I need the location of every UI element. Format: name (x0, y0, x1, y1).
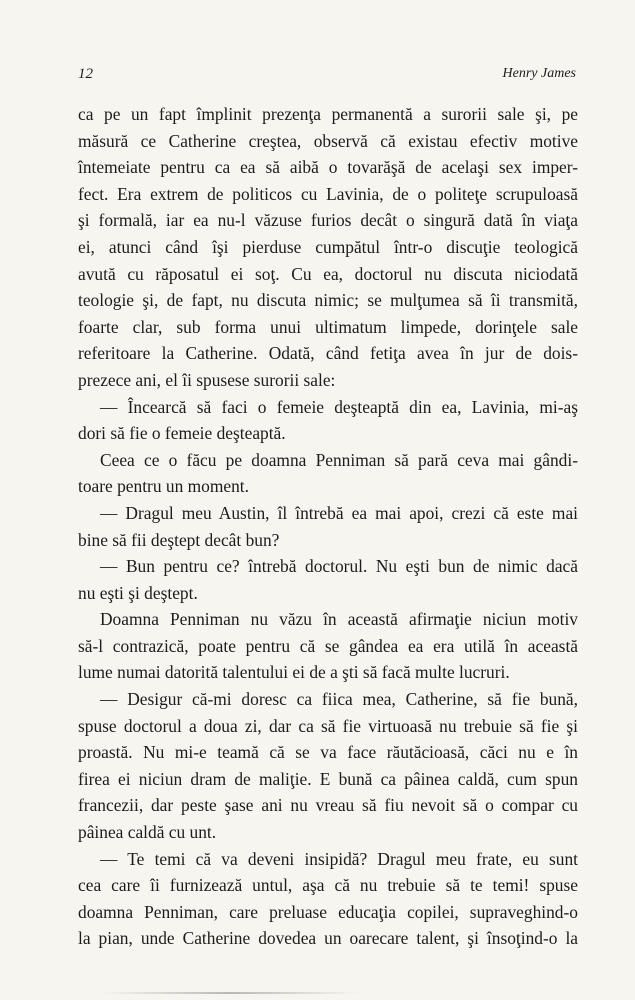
text-line: toare pentru un moment. (78, 476, 249, 497)
text-line: cea care îi furnizează untul, aşa că nu trebuie să te temi! spuse (78, 875, 578, 896)
text-line: francezii, dar peste şase ani nu vreau să fiu nevoit să o compar cu (78, 795, 578, 816)
text-line: la pian, unde Catherine dovedea un oarecare talent, şi însoţind-o la (78, 928, 578, 949)
text-line: fect. Era extrem de politicos cu Lavinia, de o politeţe scrupuloasă (78, 183, 578, 204)
text-line: — Te temi că va deveni insipidă? Dragul meu frate, eu sunt (100, 848, 578, 869)
text-line: prezece ani, el îi spusese surorii sale: (78, 369, 336, 390)
text-line: — Bun pentru ce? întrebă doctorul. Nu eşti bun de nimic dacă (100, 556, 578, 577)
scan-artifact-divider (100, 992, 360, 994)
text-line: doamna Penniman, care preluase educaţia copilei, supraveghind-o (78, 901, 578, 922)
text-line: ca pe un fapt împlinit prezenţa permanentă a surorii sale şi, pe (78, 104, 578, 124)
text-line: întemeiate pentru ca ea să aibă o tovarăşă de acelaşi sex imper- (78, 157, 578, 178)
text-line: proastă. Nu mi-e teamă că se va face răutăcioasă, căci nu e în (78, 742, 578, 763)
text-line: lume numai datorită talentului ei de a şti să facă multe lucruri. (78, 662, 510, 683)
text-line: referitoare la Catherine. Odată, când fetiţa avea în jur de dois- (78, 343, 578, 364)
text-line: nu eşti şi deştept. (78, 582, 198, 603)
text-line: spuse doctorul a doua zi, dar ca să fie virtuoasă nu trebuie să fie şi (78, 715, 578, 736)
text-line: Ceea ce o făcu pe doamna Penniman să pară ceva mai gândi- (100, 449, 578, 470)
page-header (78, 66, 576, 90)
page-number: 12 (78, 66, 93, 82)
text-line: bine să fii deştept decât bun? (78, 529, 280, 550)
text-line: Doamna Penniman nu văzu în această afirmaţie niciun motiv (100, 609, 578, 630)
text-line: — Încearcă să faci o femeie deşteaptă din ea, Lavinia, mi-aş (100, 396, 578, 417)
text-line: firea ei niciun dram de maliţie. E bună ca pâinea caldă, cum spun (78, 768, 578, 789)
text-line: dori să fie o femeie deşteaptă. (78, 423, 286, 444)
text-line: ei, atunci când îşi pierduse cumpătul într-o discuţie teologică (78, 236, 578, 257)
text-line: foarte clar, sub forma unui ultimatum limpede, dorinţele sale (78, 316, 578, 337)
body-text (78, 101, 578, 952)
text-line: teologie şi, de fapt, nu discuta nimic; se mulţumea să îi transmită, (78, 290, 578, 311)
text-line: măsură ce Catherine creştea, observă că existau efectiv motive (78, 130, 578, 151)
text-line: — Desigur că-mi doresc ca fiica mea, Catherine, să fie bună, (100, 689, 578, 710)
text-line: să-l contrazică, poate pentru că se gândea ea era utilă în această (78, 635, 578, 656)
text-line: pâinea caldă cu unt. (78, 822, 217, 843)
text-line: avută cu răposatul ei soţ. Cu ea, doctorul nu discuta niciodată (78, 263, 578, 284)
running-head: Henry James (502, 66, 576, 81)
text-line: — Dragul meu Austin, îl întrebă ea mai apoi, crezi că este mai (100, 502, 578, 523)
text-line: şi formală, iar ea nu-l văzuse furios decât o singură dată în viaţa (78, 210, 578, 231)
